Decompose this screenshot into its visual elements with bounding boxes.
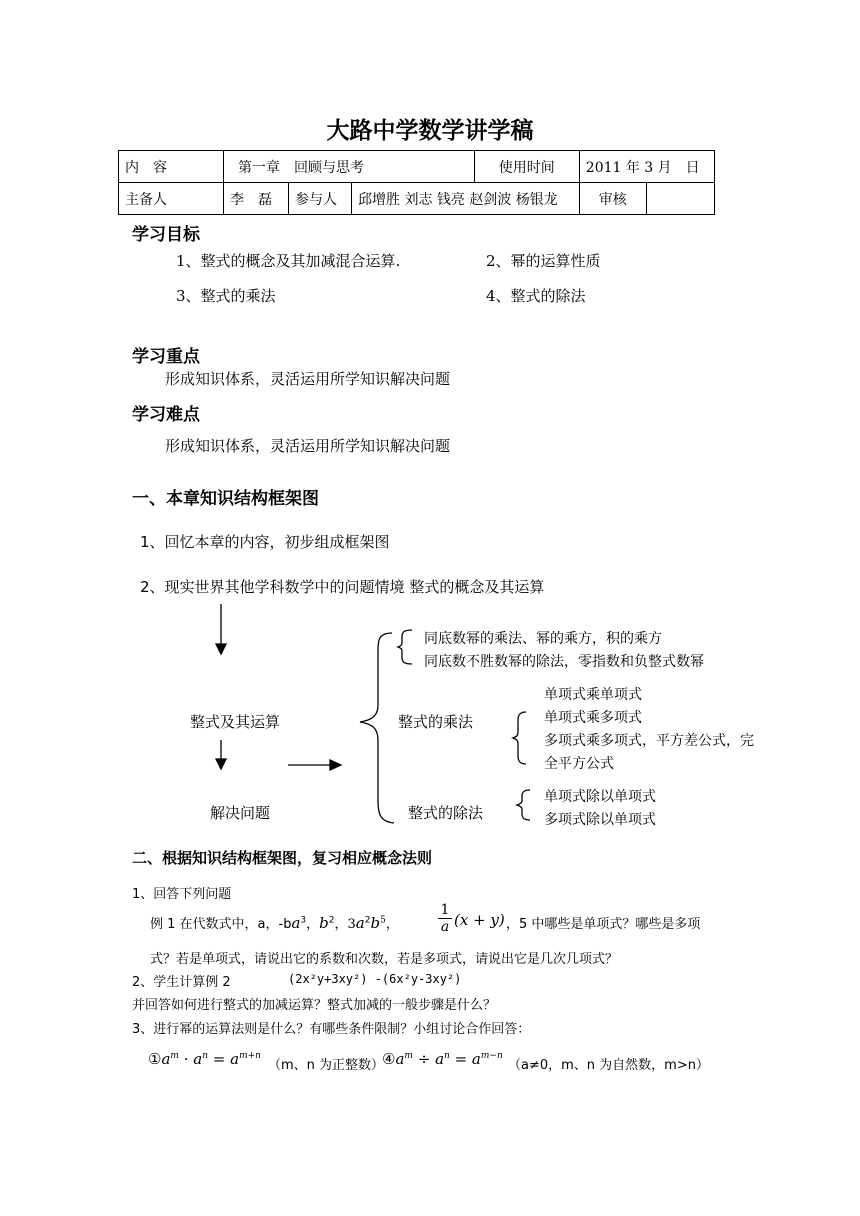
goal-item: 1、整式的概念及其加减混合运算. [176,252,401,270]
a-base-2: a [355,914,365,932]
goal-item: 3、整式的乘法 [176,287,276,305]
q2-followup: 并回答如何进行整式的加减运算？整式加减的一般步骤是什么？ [132,998,497,1013]
example1-line1: 例 1 在代数式中，a，$-ba^3$，$b^2$，$3a^2b^5$， [150,914,399,932]
power-rules-line: $①a^m \cdot a^n = a^{m+n}$ [148,1050,261,1068]
goal-item: 2、幂的运算性质 [486,252,601,270]
review-label: 审核 [579,183,646,215]
difficulties-text: 形成知识体系，灵活运用所学知识解决问题 [165,437,451,455]
rule1-marker: ① [148,1050,162,1068]
section1-step1: 1、回忆本章的内容，初步组成框架图 [140,533,390,551]
a-base: a [291,914,301,932]
content-label: 内 容 [119,151,224,183]
arrow-down-head [216,644,226,654]
mult-item: 多项式乘多项式，平方差公式，完 [544,733,754,749]
fraction-denominator: a [438,918,452,935]
q2-label: 2、学生计算例 2 [132,975,231,990]
section1-step2: 2、现实世界其他学科数学中的问题情境 整式的概念及其运算 [140,578,545,596]
difficulties-heading: 学习难点 [132,405,200,425]
section1-heading: 一、本章知识结构框架图 [132,489,319,509]
mult-item: 单项式乘多项式 [544,710,642,726]
b-base: b [319,914,329,932]
arrow-right-head [330,760,341,770]
section2-heading: 二、根据知识结构框架图，复习相应概念法则 [132,849,433,867]
key-points-heading: 学习重点 [132,347,200,367]
rule4-note: （a≠0，m、n 为自然数，m>n） [508,1058,709,1073]
division-node: 整式的除法 [408,804,484,822]
a-exp: 3 [300,915,307,926]
coef: 3 [347,917,356,932]
q1-heading: 1、回答下列问题 [132,887,232,902]
fraction-numerator: 1 [440,902,450,918]
div-item: 单项式除以单项式 [544,789,656,805]
goal-item: 4、整式的除法 [486,287,586,305]
q2-expression: (2x²y+3xy²) -(6x²y-3xy²) [288,972,462,986]
multiplication-node: 整式的乘法 [398,713,474,731]
div-item: 多项式除以单项式 [544,812,656,828]
preparer-value: 李 磊 [224,183,289,215]
preparer-label: 主备人 [119,183,224,215]
rule4-marker: ④ [382,1050,396,1068]
key-points-text: 形成知识体系，灵活运用所学知识解决问题 [165,370,451,388]
center-node: 整式及其运算 [190,713,281,731]
goals-heading: 学习目标 [132,225,200,245]
content-value: 第一章 回顾与思考 [224,151,475,183]
big-brace [360,633,394,823]
solve-node: 解决问题 [210,804,271,822]
b-exp-2: 5 [380,915,386,926]
fraction [438,902,452,935]
q3-text: 3、进行幂的运算法则是什么？有哪些条件限制？小组讨论合作回答： [132,1022,531,1037]
page-title: 大路中学数学讲学稿 [326,118,534,144]
example1-line2: 式？若是单项式，请说出它的系数和次数，若是多项式，请说出它是几次几项式？ [150,952,619,967]
rule1-note: （m、n 为正整数） [268,1058,385,1073]
mult-item: 单项式乘单项式 [544,687,642,703]
power-rule: 同底数幂的乘法、幂的乘方，积的乘方 [424,631,662,647]
mult-item: 全平方公式 [544,756,614,772]
fraction-paren: (x + y) [454,911,505,929]
power-brace [398,630,412,664]
mult-brace [513,712,526,764]
b-exp: 2 [328,915,335,926]
example1-prefix: 例 1 在代数式中，a，-b [150,917,292,932]
participants-label: 参与人 [289,183,352,215]
use-time-label: 使用时间 [474,151,579,183]
use-time-value: 2011 年 3 月 日 [579,151,714,183]
b-base-2: b [370,914,381,932]
div-brace [517,790,530,820]
example1-suffix: ，5 中哪些是单项式？哪些是多项 [506,917,701,932]
arrow-down-head [216,759,226,769]
power-rule: 同底数不胜数幂的除法，零指数和负整式数幂 [424,654,704,670]
a-exp-2: 2 [364,915,371,926]
power-rules-line-4: $④a^m \div a^n = a^{m-n}$ [382,1050,503,1068]
participants-value: 邱增胜 刘志 钱亮 赵剑波 杨银龙 [352,183,580,215]
